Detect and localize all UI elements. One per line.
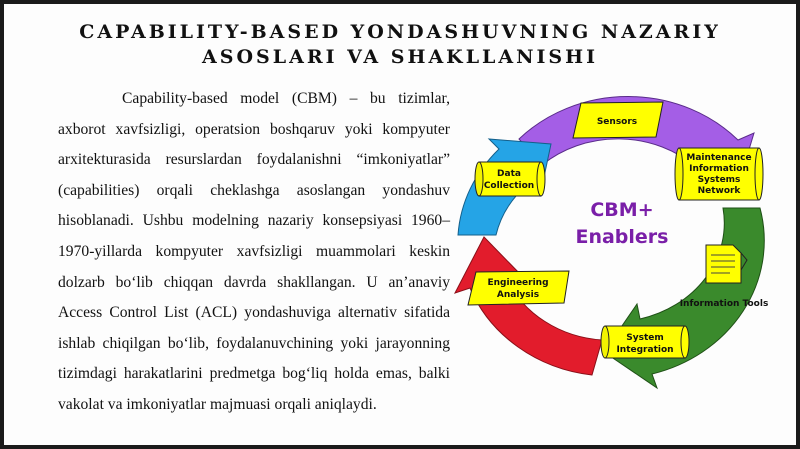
maintenance-label-line-1: Maintenance [686, 153, 752, 163]
maintenance-label-line-2: Information [689, 164, 749, 174]
engineering-analysis-box [468, 271, 569, 305]
data-collection-cylinder [475, 162, 545, 196]
title-line-2: ASOSLARI VA SHAKLLANISHI [202, 46, 598, 68]
engineering-analysis-line-1: Engineering [487, 278, 549, 288]
data-collection-line-2: Collection [483, 181, 535, 191]
sensors-label: Sensors [596, 117, 638, 127]
maintenance-label-line-4: Network [697, 186, 741, 196]
system-integration-cylinder [601, 326, 689, 358]
system-integration-line-1: System [626, 333, 664, 343]
sensors-box [573, 102, 663, 138]
data-collection-line-1: Data [497, 169, 521, 179]
title-line-1: CAPABILITY-BASED YONDASHUVNING NAZARIY [79, 21, 721, 43]
maintenance-label-line-3: Systems [697, 175, 741, 185]
ring-segment-red [455, 237, 602, 375]
center-label-line-1: CBM+ [590, 199, 654, 221]
information-tools-label: Information Tools [679, 299, 769, 309]
system-integration-line-2: Integration [616, 345, 674, 355]
center-label-line-2: Enablers [575, 226, 669, 248]
maintenance-network-cylinder [675, 148, 763, 200]
body-paragraph: Capability-based model (CBM) – bu tizimlar, axborot xavfsizligi, operatsion boshqaruv yoki kompyuter arxitekturasida resurslardan foydalanishni “imkoniyatlar” (capabilities) orqali cheklashga asoslangan yondashuv hisoblanadi. Ushbu modelning nazariy konsepsiyasi 1960–1970-yillarda kompyuter xavfsizligi muammolari keskin dolzarb bo‘lib chiqqan davrda shakllangan. U an’anaviy Access Control List (ACL) yondashuviga alternativ sifatida ishlab chiqilgan bo‘lib, foydalanuvchining yoki jarayonning tizimdagi harakatlarini predmetga bog‘liq holda emas, balki vakolat va imkoniyatlar majmuasi orqali aniqlaydi. [58, 90, 450, 413]
engineering-analysis-line-2: Analysis [496, 290, 540, 300]
